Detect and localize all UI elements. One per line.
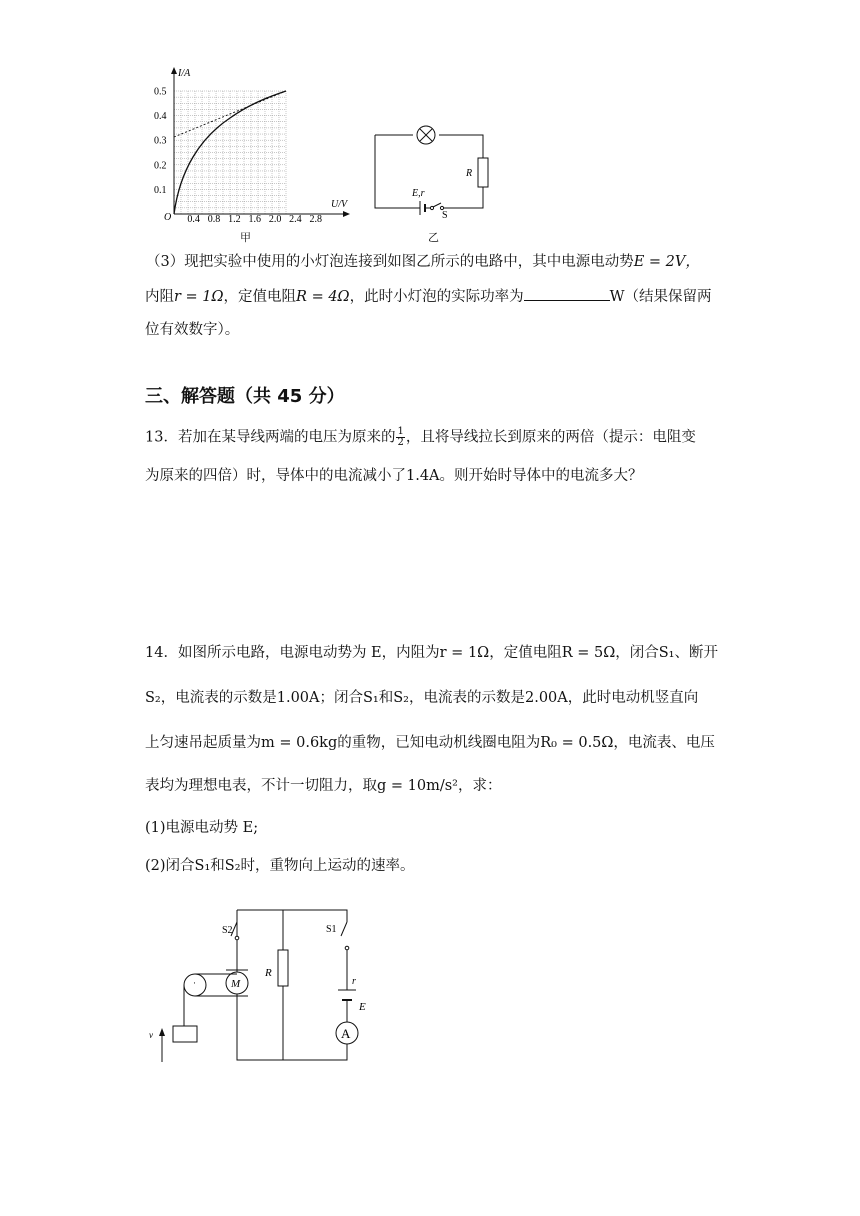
y-tick-labels: [154, 87, 167, 196]
q14-line5: (1)电源电动势 E;: [145, 820, 259, 836]
q14-line1: 14．如图所示电路，电源电动势为 E，内阻为r = 1Ω，定值电阻R = 5Ω，闭合S₁、断开: [145, 645, 718, 661]
q14-line2: S₂，电流表的示数是1.00A；闭合S₁和S₂，电流表的示数是2.00A，此时电动机竖直向: [145, 690, 699, 706]
x-tick-label: 1.6: [248, 214, 261, 225]
velocity-arrowhead: [159, 1028, 165, 1036]
source-label: E,r: [412, 188, 425, 199]
q12-part3-line1: [146, 252, 700, 272]
origin-label: O: [164, 212, 172, 223]
q14-line4: 表均为理想电表，不计一切阻力，取g = 10m/s²，求：: [145, 778, 502, 794]
x-axis-arrow: [343, 211, 350, 217]
q12-text: （3）现把实验中使用的小灯泡连接到如图乙所示的电路中，其中电源电动势: [146, 254, 634, 270]
resistor-icon: [278, 950, 288, 986]
switch-s2-label: S2: [222, 925, 233, 936]
x-tick-label: 1.2: [228, 214, 241, 225]
y-tick-label: 0.2: [154, 160, 167, 172]
switch-label: S: [442, 210, 448, 221]
caption-yi: 乙: [428, 231, 439, 244]
q13-text: 13．若加在某导线两端的电压为原来的: [145, 429, 396, 446]
motor-circuit: [140, 900, 380, 1070]
x-tick-label: 2.0: [268, 214, 282, 225]
x-tick-label: 0.8: [207, 214, 221, 225]
y-axis-label: I/A: [178, 68, 191, 79]
x-axis-label: U/V: [331, 199, 348, 210]
resistor-label: R: [466, 168, 473, 179]
q12-text: 内阻: [145, 289, 174, 305]
q12-text: W（结果保留两: [609, 289, 712, 305]
velocity-label: v: [149, 1030, 153, 1040]
weight-block: [173, 1026, 197, 1042]
section-title: 三、解答题（共 45 分）: [145, 386, 345, 407]
x-tick-labels: [187, 214, 322, 225]
resistor-label: R: [265, 967, 272, 979]
graph-grid: [174, 91, 286, 214]
y-tick-label: 0.1: [154, 184, 167, 196]
q13-text: ，且将导线拉长到原来的两倍（提示：电阻变: [405, 429, 696, 446]
resistor-icon: [478, 158, 488, 187]
y-tick-label: 0.4: [154, 111, 167, 123]
ammeter-label: A: [341, 1026, 351, 1041]
x-tick-label: 2.4: [289, 214, 302, 225]
q12-text: ，此时小灯泡的实际功率为: [349, 289, 524, 305]
q12-text: ，定值电阻: [223, 289, 297, 305]
y-axis-arrow: [171, 67, 177, 74]
circuit-yi: [370, 120, 500, 230]
y-tick-label: 0.3: [154, 135, 167, 147]
switch-blade: [433, 203, 441, 207]
x-tick-label: 2.8: [309, 214, 323, 225]
switch-s2-contact: [235, 936, 239, 940]
motor-label: M: [231, 978, 241, 990]
q14-line3: 上匀速吊起质量为m = 0.6kg的重物，已知电动机线圈电阻为R₀ = 0.5Ω，电流表、电压: [145, 735, 715, 751]
iu-graph: [140, 62, 360, 242]
switch-s1-label: S1: [326, 924, 337, 935]
q14-line6: (2)闭合S₁和S₂时，重物向上运动的速率。: [145, 858, 415, 874]
q12-emf: E = 2V，: [633, 254, 700, 270]
caption-jia: 甲: [240, 231, 251, 244]
y-tick-label: 0.5: [154, 86, 167, 98]
fraction: [396, 427, 404, 448]
q12-R: R = 4Ω: [296, 289, 350, 305]
q12-part3-line3: 位有效数字）。: [145, 322, 240, 338]
q13-line1: [145, 427, 696, 448]
pulley-center: ·: [193, 978, 196, 988]
q13-line2: 为原来的四倍）时，导体中的电流减小了1.4A。则开始时导体中的电流多大？: [145, 468, 643, 484]
q12-part3-line2: [145, 286, 712, 307]
internal-r-label: r: [352, 976, 356, 987]
q12-r: r = 1Ω: [174, 289, 224, 305]
switch-s1-contact: [345, 946, 349, 950]
emf-label: E: [359, 1001, 366, 1013]
fraction-denominator: 2: [397, 437, 404, 448]
x-tick-label: 0.4: [187, 214, 200, 225]
answer-blank[interactable]: [524, 286, 610, 301]
switch-s1-blade: [341, 922, 347, 936]
fraction-numerator: 1: [397, 426, 404, 437]
